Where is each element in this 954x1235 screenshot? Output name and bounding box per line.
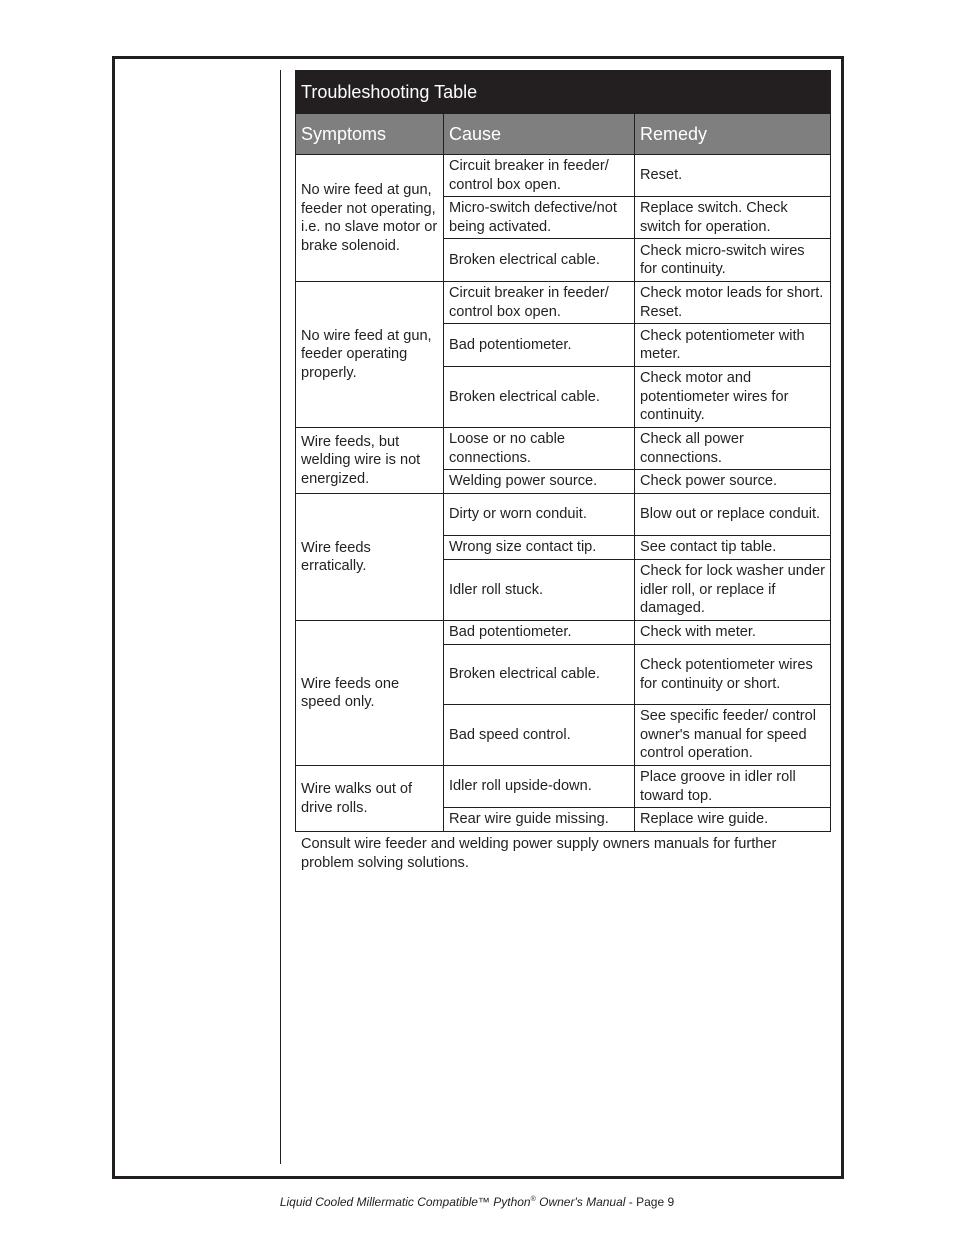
table-row <box>296 282 831 324</box>
symptom-cell: Wire feeds one speed only. <box>296 621 444 766</box>
symptom-cell: No wire feed at gun, feeder operating properly. <box>296 282 444 428</box>
cause-cell: Circuit breaker in feeder/ control box open. <box>444 155 635 197</box>
remedy-cell: Blow out or replace conduit. <box>635 494 831 536</box>
symptom-cell: Wire feeds, but welding wire is not energized. <box>296 428 444 494</box>
table-title-row <box>296 71 831 114</box>
cause-cell: Broken electrical cable. <box>444 645 635 705</box>
remedy-cell: Reset. <box>635 155 831 197</box>
troubleshooting-note: Consult wire feeder and welding power supply owners manuals for further problem solving solutions. <box>301 836 777 871</box>
footer-page-number: Page 9 <box>636 1195 675 1209</box>
column-header-cause: Cause <box>444 114 635 155</box>
remedy-cell: Place groove in idler roll toward top. <box>635 766 831 808</box>
symptom-cell: Wire walks out of drive rolls. <box>296 766 444 832</box>
cause-cell: Broken electrical cable. <box>444 239 635 282</box>
cause-cell: Bad speed control. <box>444 705 635 766</box>
page-footer <box>0 1195 954 1209</box>
cause-cell: Rear wire guide missing. <box>444 808 635 832</box>
symptom-cell: No wire feed at gun, feeder not operating, i.e. no slave motor or brake solenoid. <box>296 155 444 282</box>
troubleshooting-table-container <box>295 70 830 832</box>
cause-cell: Wrong size contact tip. <box>444 536 635 560</box>
table-row <box>296 621 831 645</box>
troubleshooting-table <box>295 70 831 832</box>
remedy-cell: Check power source. <box>635 470 831 494</box>
remedy-cell: Replace wire guide. <box>635 808 831 832</box>
table-row <box>296 155 831 197</box>
remedy-cell: Check motor leads for short. Reset. <box>635 282 831 324</box>
cause-cell: Loose or no cable connections. <box>444 428 635 470</box>
cause-cell: Idler roll stuck. <box>444 560 635 621</box>
footer-separator: - <box>625 1195 637 1209</box>
remedy-cell: Check motor and potentiometer wires for continuity. <box>635 367 831 428</box>
remedy-cell: Check potentiometer with meter. <box>635 324 831 367</box>
table-header-row <box>296 114 831 155</box>
table-body <box>296 155 831 832</box>
footer-manual-title: Liquid Cooled Millermatic Compatible™ Python <box>279 1195 531 1209</box>
table-title: Troubleshooting Table <box>296 71 831 114</box>
cause-cell: Broken electrical cable. <box>444 367 635 428</box>
remedy-cell: Check all power connections. <box>635 428 831 470</box>
remedy-cell: Check micro-switch wires for continuity. <box>635 239 831 282</box>
cause-cell: Circuit breaker in feeder/ control box open. <box>444 282 635 324</box>
column-header-remedy: Remedy <box>635 114 831 155</box>
cause-cell: Micro-switch defective/not being activated. <box>444 197 635 239</box>
cause-cell: Bad potentiometer. <box>444 621 635 645</box>
margin-rule <box>280 70 281 1164</box>
remedy-cell: Check with meter. <box>635 621 831 645</box>
registered-mark: ® <box>530 1196 536 1203</box>
cause-cell: Bad potentiometer. <box>444 324 635 367</box>
table-row <box>296 494 831 536</box>
remedy-cell: Check for lock washer under idler roll, or replace if damaged. <box>635 560 831 621</box>
remedy-cell: Check potentiometer wires for continuity or short. <box>635 645 831 705</box>
symptom-cell: Wire feeds erratically. <box>296 494 444 621</box>
table-row <box>296 766 831 808</box>
cause-cell: Welding power source. <box>444 470 635 494</box>
column-header-symptoms: Symptoms <box>296 114 444 155</box>
remedy-cell: See specific feeder/ control owner's manual for speed control operation. <box>635 705 831 766</box>
cause-cell: Dirty or worn conduit. <box>444 494 635 536</box>
cause-cell: Idler roll upside-down. <box>444 766 635 808</box>
footer-manual-title-rest: Owner's Manual <box>535 1195 626 1209</box>
remedy-cell: Replace switch. Check switch for operation. <box>635 197 831 239</box>
remedy-cell: See contact tip table. <box>635 536 831 560</box>
table-row <box>296 428 831 470</box>
